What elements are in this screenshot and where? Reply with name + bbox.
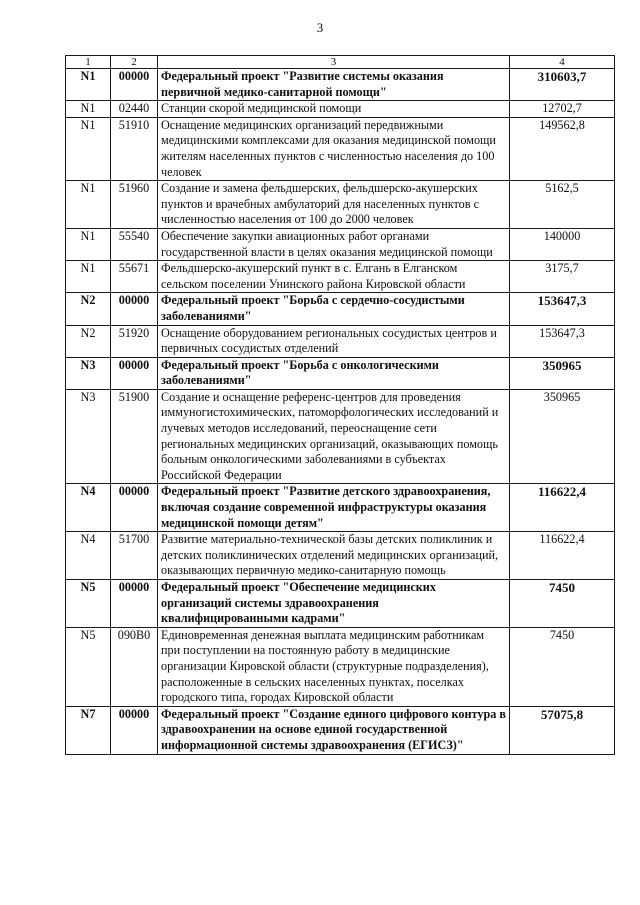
table-row bbox=[66, 261, 615, 293]
item-code: 51700 bbox=[111, 532, 158, 580]
item-code: 51960 bbox=[111, 181, 158, 229]
item-amount: 153647,3 bbox=[510, 293, 615, 325]
page-number: 3 bbox=[316, 20, 324, 35]
table-row bbox=[66, 181, 615, 229]
item-code: 00000 bbox=[111, 484, 158, 532]
item-code: 55540 bbox=[111, 228, 158, 260]
item-amount: 5162,5 bbox=[510, 181, 615, 229]
item-code: 51920 bbox=[111, 325, 158, 357]
item-amount: 3175,7 bbox=[510, 261, 615, 293]
item-description: Фельдшерско-акушерский пункт в с. Елгань в Елганском сельском поселении Унинского района Кировской области bbox=[158, 261, 510, 293]
item-amount: 310603,7 bbox=[510, 69, 615, 101]
item-description: Единовременная денежная выплата медицинским работникам при поступлении на постоянную работу в медицинские организации Кировской области (структурные подразделения), расположенные в сельских населенных пунктах, поселках городского типа, городах Кировской области bbox=[158, 627, 510, 706]
item-code: 02440 bbox=[111, 101, 158, 118]
item-amount: 116622,4 bbox=[510, 532, 615, 580]
section-code: N1 bbox=[66, 117, 111, 180]
project-row bbox=[66, 69, 615, 101]
column-header-4: 4 bbox=[510, 56, 615, 69]
table-row bbox=[66, 389, 615, 484]
column-header-2: 2 bbox=[111, 56, 158, 69]
item-description: Федеральный проект "Борьба с онкологическими заболеваниями" bbox=[158, 357, 510, 389]
item-amount: 140000 bbox=[510, 228, 615, 260]
item-code: 51910 bbox=[111, 117, 158, 180]
item-description: Развитие материально-технической базы детских поликлиник и детских поликлинических отделений медицинских организаций, оказывающих первичную медико-санитарную помощь bbox=[158, 532, 510, 580]
project-row bbox=[66, 293, 615, 325]
header-row bbox=[66, 56, 615, 69]
section-code: N1 bbox=[66, 69, 111, 101]
section-code: N4 bbox=[66, 484, 111, 532]
item-code: 00000 bbox=[111, 580, 158, 628]
item-code: 00000 bbox=[111, 357, 158, 389]
item-amount: 12702,7 bbox=[510, 101, 615, 118]
section-code: N1 bbox=[66, 181, 111, 229]
project-row bbox=[66, 484, 615, 532]
item-code: 00000 bbox=[111, 293, 158, 325]
column-header-1: 1 bbox=[66, 56, 111, 69]
item-description: Федеральный проект "Развитие системы оказания первичной медико-санитарной помощи" bbox=[158, 69, 510, 101]
section-code: N5 bbox=[66, 580, 111, 628]
project-row bbox=[66, 357, 615, 389]
item-description: Станции скорой медицинской помощи bbox=[158, 101, 510, 118]
item-amount: 116622,4 bbox=[510, 484, 615, 532]
item-code: 51900 bbox=[111, 389, 158, 484]
table-row bbox=[66, 325, 615, 357]
item-amount: 153647,3 bbox=[510, 325, 615, 357]
section-code: N1 bbox=[66, 261, 111, 293]
item-amount: 57075,8 bbox=[510, 706, 615, 754]
table-row bbox=[66, 532, 615, 580]
item-amount: 350965 bbox=[510, 357, 615, 389]
item-description: Федеральный проект "Создание единого цифрового контура в здравоохранении на основе единой государственной информационной системы здравоохранения (ЕГИСЗ)" bbox=[158, 706, 510, 754]
item-description: Оснащение медицинских организаций передвижными медицинскими комплексами для оказания медицинской помощи жителям населенных пунктов с численностью населения до 100 человек bbox=[158, 117, 510, 180]
item-description: Создание и оснащение референс-центров для проведения иммуногистохимических, патоморфологических исследований и лучевых методов исследований, переоснащение сети региональных медицинских организаций, оказывающих помощь больным онкологическими заболеваниями в субъектах Российской Федерации bbox=[158, 389, 510, 484]
section-code: N3 bbox=[66, 389, 111, 484]
item-code: 55671 bbox=[111, 261, 158, 293]
item-amount: 7450 bbox=[510, 580, 615, 628]
item-description: Оснащение оборудованием региональных сосудистых центров и первичных сосудистых отделений bbox=[158, 325, 510, 357]
item-code: 00000 bbox=[111, 706, 158, 754]
column-header-3: 3 bbox=[158, 56, 510, 69]
section-code: N2 bbox=[66, 293, 111, 325]
item-description: Обеспечение закупки авиационных работ органами государственной власти в целях оказания медицинской помощи bbox=[158, 228, 510, 260]
table-body bbox=[66, 56, 615, 755]
section-code: N4 bbox=[66, 532, 111, 580]
table-row bbox=[66, 101, 615, 118]
table-row bbox=[66, 117, 615, 180]
table-row bbox=[66, 627, 615, 706]
item-description: Федеральный проект "Развитие детского здравоохранения, включая создание современной инфраструктуры оказания медицинской помощи детям" bbox=[158, 484, 510, 532]
project-row bbox=[66, 706, 615, 754]
item-amount: 149562,8 bbox=[510, 117, 615, 180]
project-row bbox=[66, 580, 615, 628]
item-description: Создание и замена фельдшерских, фельдшерско-акушерских пунктов и врачебных амбулаторий для населенных пунктов с численностью населения от 100 до 2000 человек bbox=[158, 181, 510, 229]
section-code: N3 bbox=[66, 357, 111, 389]
item-description: Федеральный проект "Борьба с сердечно-сосудистыми заболеваниями" bbox=[158, 293, 510, 325]
item-amount: 350965 bbox=[510, 389, 615, 484]
section-code: N2 bbox=[66, 325, 111, 357]
item-amount: 7450 bbox=[510, 627, 615, 706]
section-code: N5 bbox=[66, 627, 111, 706]
item-code: 090В0 bbox=[111, 627, 158, 706]
table-row bbox=[66, 228, 615, 260]
item-code: 00000 bbox=[111, 69, 158, 101]
budget-table bbox=[65, 55, 615, 755]
item-description: Федеральный проект "Обеспечение медицинских организаций системы здравоохранения квалифицированными кадрами" bbox=[158, 580, 510, 628]
section-code: N1 bbox=[66, 228, 111, 260]
section-code: N7 bbox=[66, 706, 111, 754]
section-code: N1 bbox=[66, 101, 111, 118]
